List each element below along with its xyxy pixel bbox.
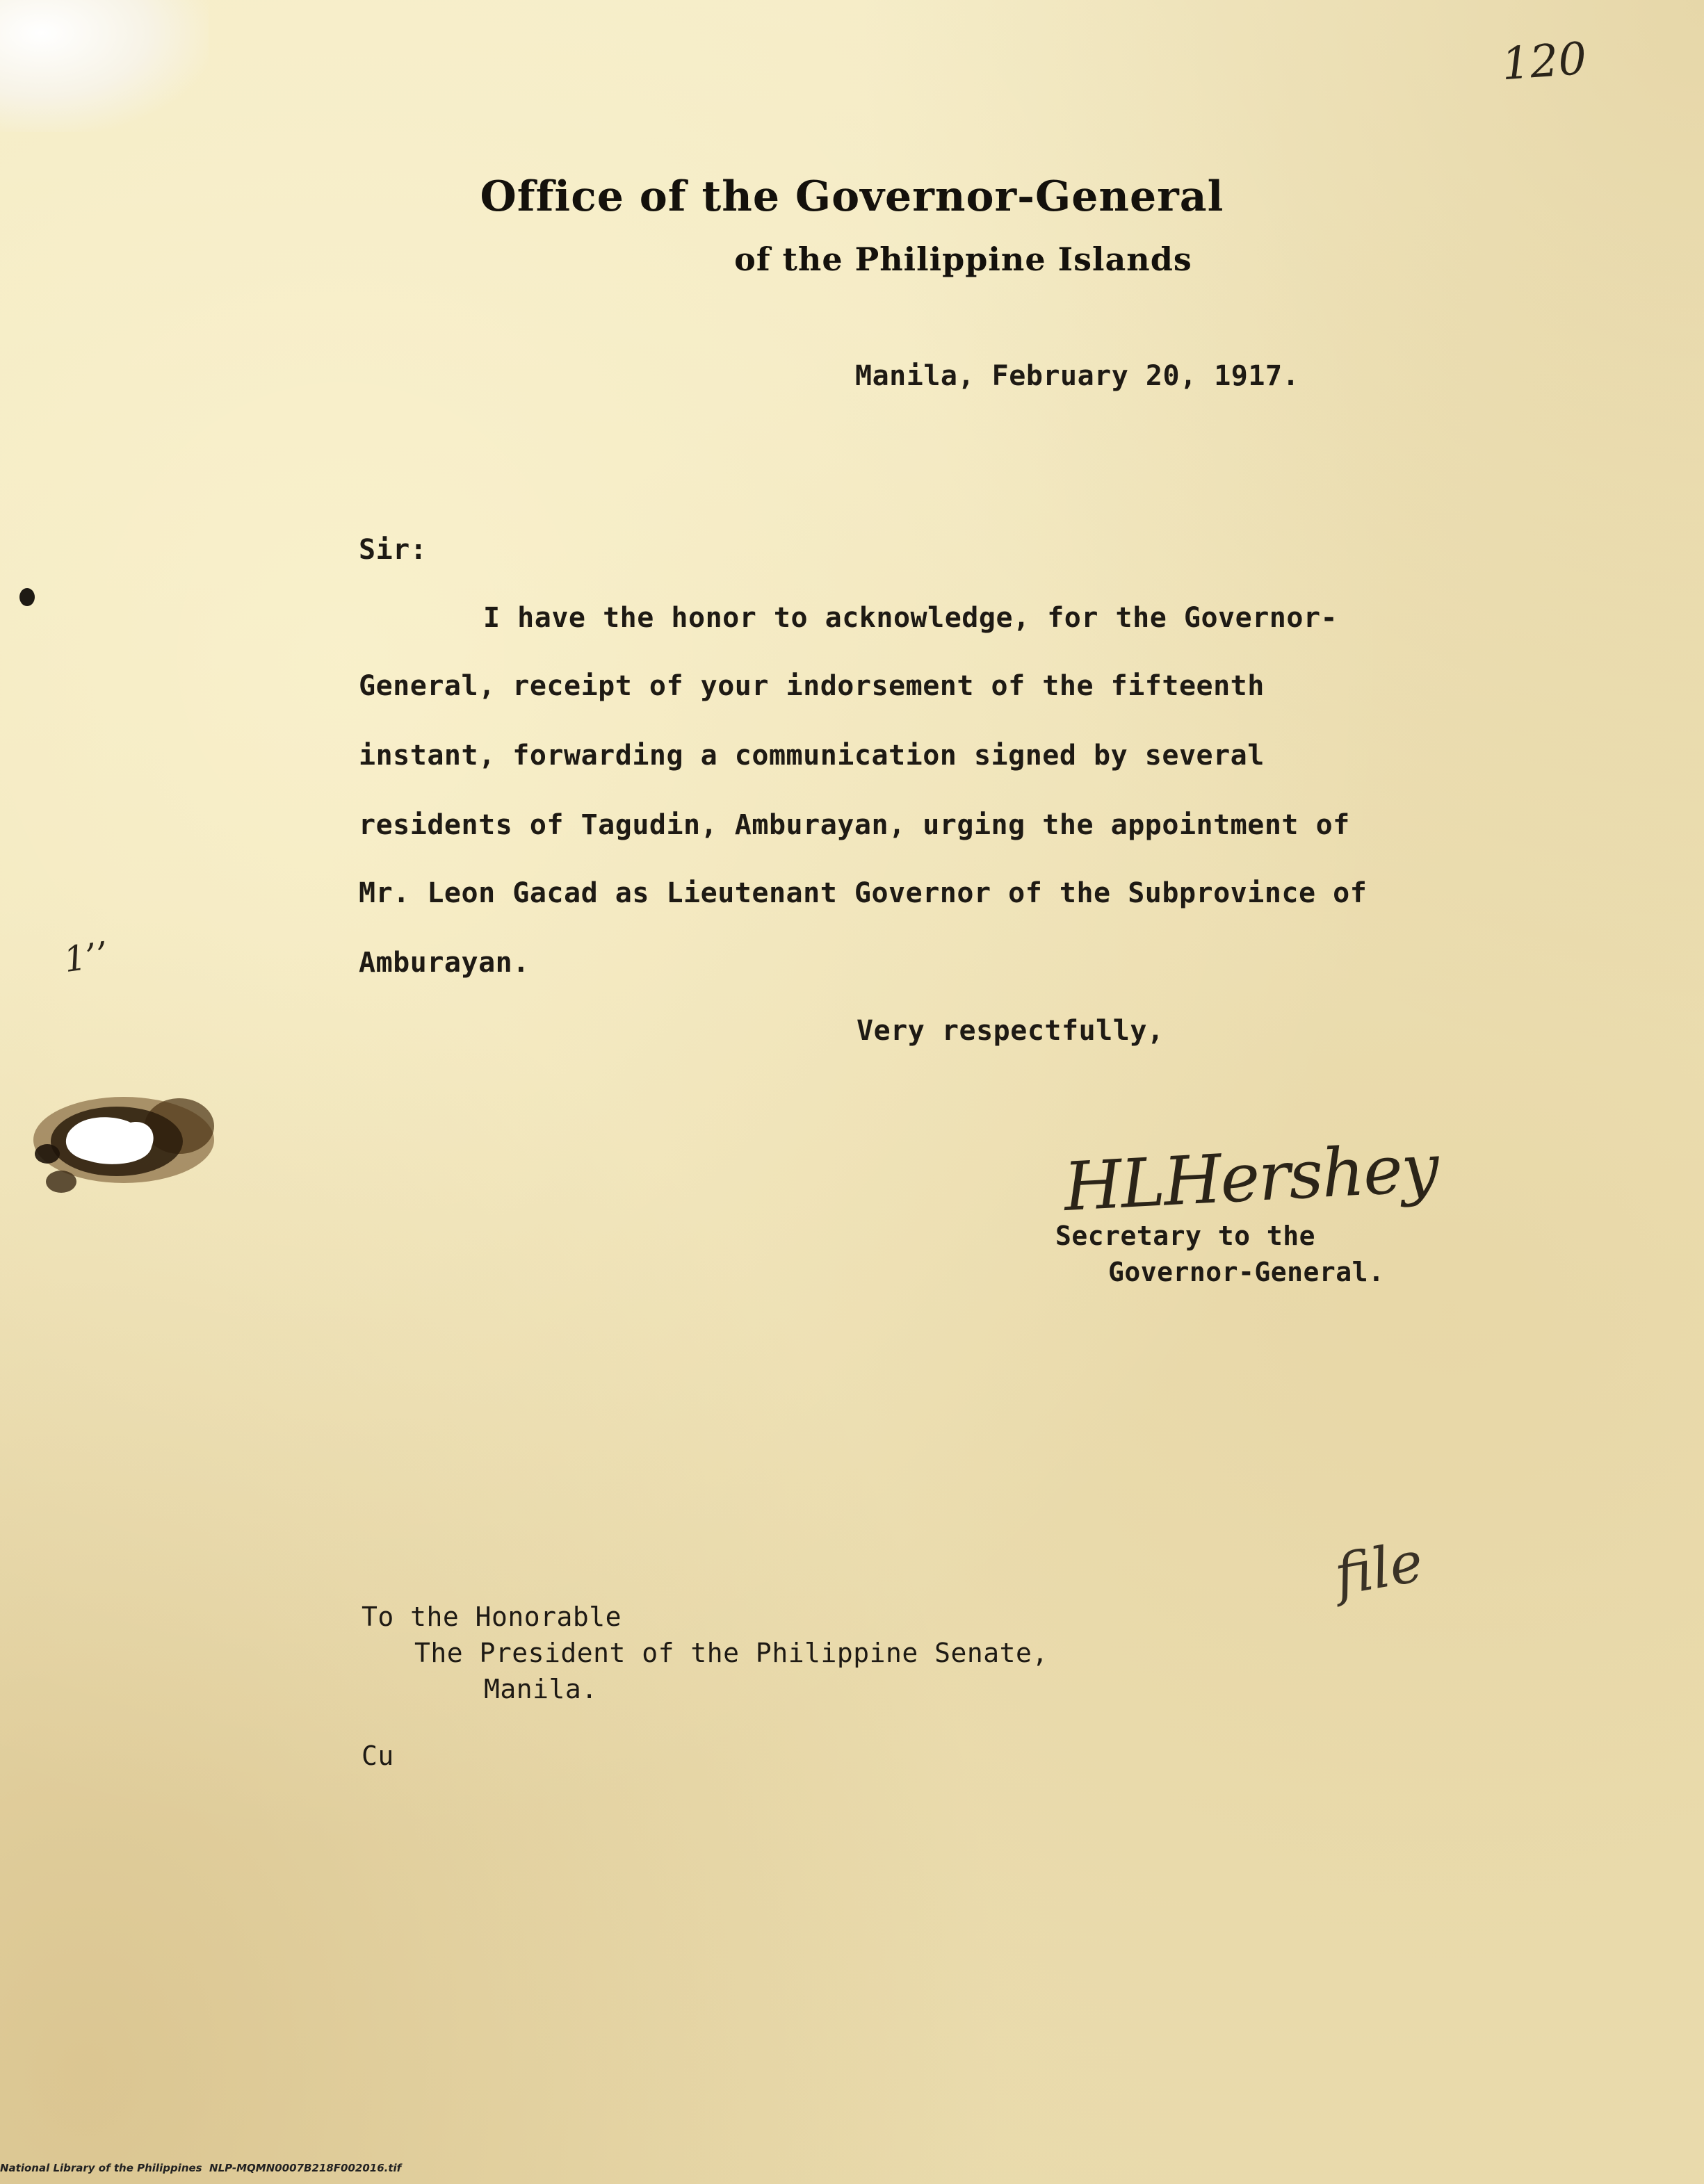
body-line: instant, forwarding a communication signed by several xyxy=(359,740,1265,772)
archive-footer: National Library of the Philippines NLP-MQMN0007B218F002016.tif xyxy=(0,2162,402,2174)
closing: Very respectfully, xyxy=(857,1015,1165,1047)
handwritten-margin-mark: 1’’ xyxy=(61,934,111,981)
signature-title-line1: Secretary to the xyxy=(1055,1221,1316,1251)
burn-hole xyxy=(19,1091,214,1209)
typist-initials: Cu xyxy=(362,1741,394,1771)
address-line3: Manila. xyxy=(484,1674,598,1704)
salutation: Sir: xyxy=(359,534,428,566)
body-line: General, receipt of your indorsement of the fifteenth xyxy=(359,670,1265,702)
handwritten-file-note: file xyxy=(1329,1529,1428,1608)
ink-dot xyxy=(19,588,35,606)
address-line1: To the Honorable xyxy=(362,1602,622,1632)
body-line: I have the honor to acknowledge, for the Governor- xyxy=(483,602,1338,634)
body-line: Mr. Leon Gacad as Lieutenant Governor of the Subprovince of xyxy=(359,877,1368,909)
date-line: Manila, February 20, 1917. xyxy=(855,360,1300,392)
body-line: residents of Tagudin, Amburayan, urging the appointment of xyxy=(359,809,1350,841)
address-line2: The President of the Philippine Senate, xyxy=(414,1638,1048,1668)
handwritten-page-number: 120 xyxy=(1500,33,1589,91)
letterhead-title: Office of the Governor-General xyxy=(480,172,1224,221)
signature-title-line2: Governor-General. xyxy=(1108,1257,1385,1287)
torn-corner xyxy=(0,0,209,132)
body-line: Amburayan. xyxy=(359,947,530,979)
signature: HLHershey xyxy=(1062,1128,1440,1227)
letterhead-subtitle: of the Philippine Islands xyxy=(734,241,1192,278)
